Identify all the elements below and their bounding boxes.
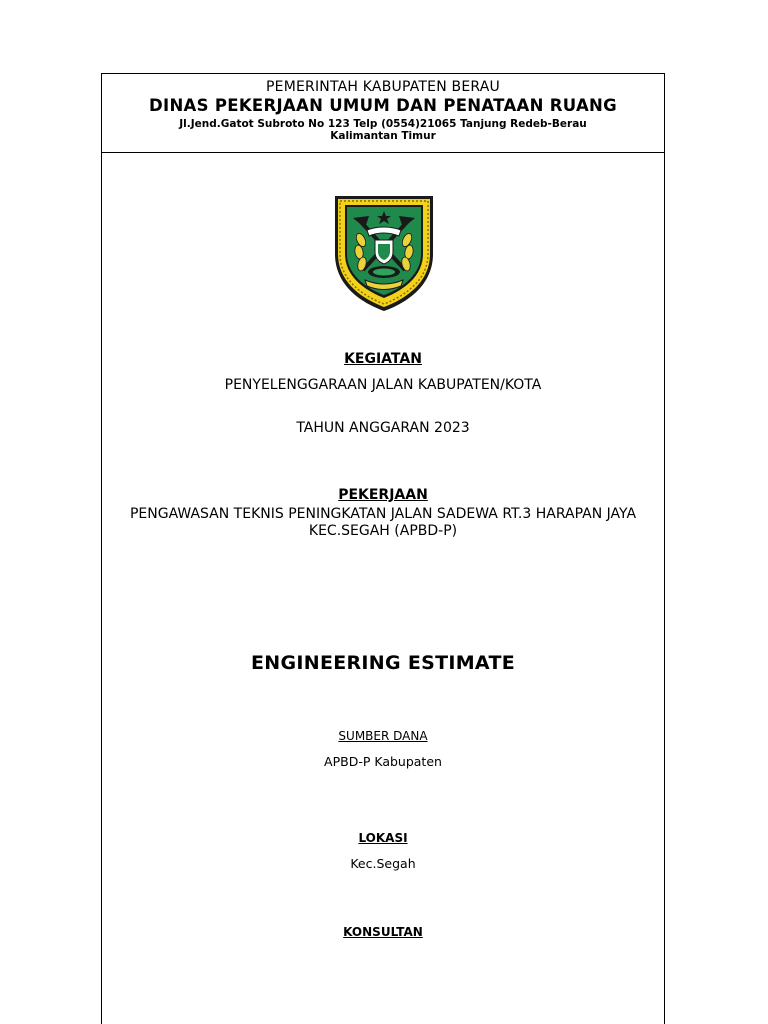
pekerjaan-label: PEKERJAAN (338, 487, 428, 503)
konsultan-label: KONSULTAN (343, 925, 423, 939)
government-name: PEMERINTAH KABUPATEN BERAU (266, 79, 500, 95)
budget-year: TAHUN ANGGARAN 2023 (296, 420, 470, 436)
kegiatan-label: KEGIATAN (344, 351, 422, 367)
kegiatan-value: PENYELENGGARAAN JALAN KABUPATEN/KOTA (224, 377, 542, 393)
lokasi-label: LOKASI (358, 831, 408, 845)
document-title: ENGINEERING ESTIMATE (251, 652, 515, 674)
pekerjaan-line2: KEC.SEGAH (APBD-P) (308, 523, 458, 539)
document-frame (101, 73, 665, 1024)
agency-province: Kalimantan Timur (330, 130, 436, 142)
agency-name: DINAS PEKERJAAN UMUM DAN PENATAAN RUANG (149, 96, 617, 115)
pekerjaan-line1: PENGAWASAN TEKNIS PENINGKATAN JALAN SADEWA RT.3 HARAPAN JAYA (129, 506, 637, 522)
sumber-dana-value: APBD-P Kabupaten (324, 754, 442, 769)
sumber-dana-label: SUMBER DANA (338, 729, 428, 743)
lokasi-value: Kec.Segah (350, 856, 416, 871)
kabupaten-berau-crest-icon (331, 192, 437, 314)
agency-address: Jl.Jend.Gatot Subroto No 123 Telp (0554)21065 Tanjung Redeb-Berau (179, 118, 587, 130)
letterhead (102, 74, 664, 153)
